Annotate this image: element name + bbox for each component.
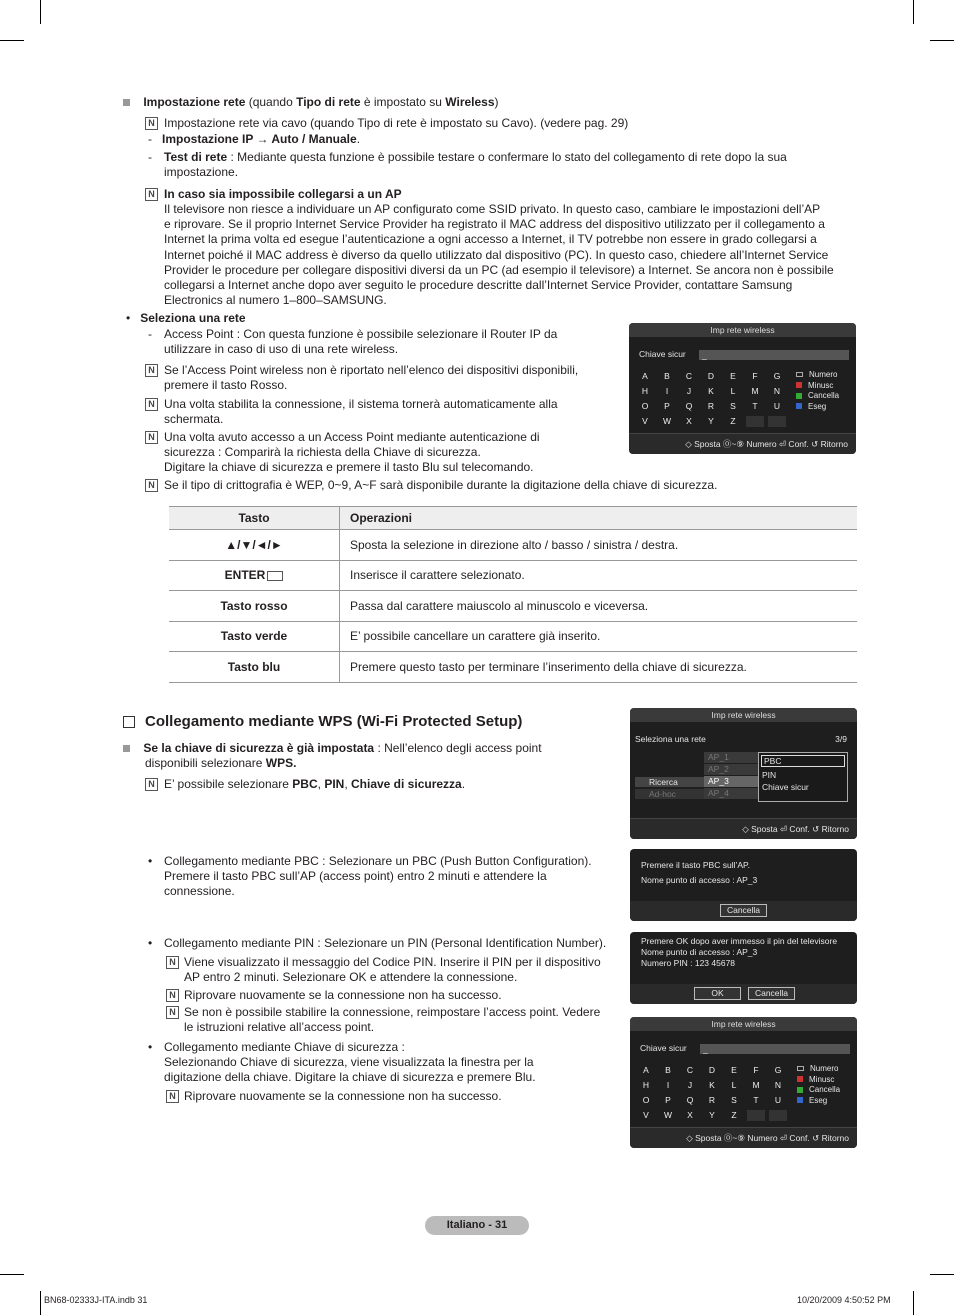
- crop-mark: [40, 0, 41, 24]
- key-empty[interactable]: [746, 416, 764, 427]
- bullet-marker: •: [148, 854, 153, 868]
- key[interactable]: R: [708, 1095, 716, 1105]
- key[interactable]: B: [665, 1065, 671, 1075]
- key[interactable]: U: [773, 401, 781, 411]
- osd-title: Imp rete wireless: [630, 1017, 857, 1031]
- key[interactable]: K: [709, 1080, 715, 1090]
- key[interactable]: Q: [685, 401, 693, 411]
- ap-item[interactable]: AP_1: [704, 752, 763, 763]
- table-row: Tasto blu Premere questo tasto per terminare l’inserimento della chiave di sicurezza.: [169, 652, 857, 683]
- bullet-item: • Seleziona una rete: [126, 311, 246, 325]
- key[interactable]: T: [752, 401, 758, 411]
- note-title: In caso sia impossibile collegarsi a un AP: [164, 187, 402, 201]
- osd-page: 3/9: [835, 734, 847, 744]
- note-icon: N: [166, 989, 179, 1002]
- osd-key-grid: [635, 369, 787, 429]
- search-button[interactable]: Ricerca: [635, 777, 704, 787]
- file-name: BN68-02333J-ITA.indb 31: [44, 1295, 148, 1305]
- osd-key-grid: [636, 1063, 788, 1123]
- key-table: [169, 506, 857, 683]
- key[interactable]: O: [642, 1095, 650, 1105]
- note-text: Una volta avuto accesso a un Access Point mediante autenticazione di sicurezza : Comparirà la richiesta della Chiave di sicurezza. Digitare la chiave di sicurezza e premere il tasto Blu sul telecomando.: [164, 430, 540, 475]
- key[interactable]: E: [731, 1065, 737, 1075]
- osd-keyboard-screen: [629, 323, 856, 454]
- osd-field-label: Chiave sicur: [639, 349, 686, 359]
- cancel-button[interactable]: Cancella: [720, 904, 767, 917]
- key[interactable]: Q: [686, 1095, 694, 1105]
- osd-field-label: Chiave sicur: [640, 1043, 687, 1053]
- key[interactable]: D: [707, 371, 715, 381]
- note-text: Riprovare nuovamente se la connessione non ha successo.: [184, 988, 502, 1002]
- key[interactable]: M: [752, 1080, 760, 1090]
- wps-line: disponibili selezionare WPS.: [145, 756, 297, 770]
- dash-item: Access Point : Con questa funzione è possibile selezionare il Router IP da utilizzare in caso di uso di una rete wireless.: [164, 327, 558, 357]
- key[interactable]: T: [753, 1095, 759, 1105]
- key[interactable]: W: [662, 416, 672, 426]
- note-text: E’ possibile selezionare PBC, PIN, Chiave di sicurezza.: [164, 777, 466, 791]
- note-text: Riprovare nuovamente se la connessione non ha successo.: [184, 1089, 502, 1103]
- osd-title: Imp rete wireless: [630, 708, 857, 722]
- bullet-marker: •: [148, 936, 153, 950]
- osd-text: Premere il tasto PBC sull’AP.: [641, 860, 750, 870]
- key[interactable]: A: [643, 1065, 649, 1075]
- osd-keyboard-screen: [630, 1017, 857, 1148]
- note-icon: N: [145, 398, 158, 411]
- key[interactable]: F: [753, 1065, 759, 1075]
- key[interactable]: E: [730, 371, 736, 381]
- key[interactable]: D: [708, 1065, 716, 1075]
- key[interactable]: L: [730, 386, 736, 396]
- note-text: Se l’Access Point wireless non è riportato nell’elenco dei dispositivi disponibili, premere il tasto Rosso.: [164, 363, 579, 393]
- key[interactable]: G: [774, 1065, 782, 1075]
- ap-item[interactable]: AP_2: [704, 764, 763, 775]
- dash-item: Test di rete : Mediante questa funzione è possibile testare o confermare lo stato del collegamento di rete dopo la sua impostazione.: [164, 150, 787, 180]
- osd-bottom-bar: ◇ Sposta ⓪~⑨ Numero ⏎ Conf. ↺ Ritorno: [630, 1127, 857, 1148]
- section-heading: Impostazione rete (quando Tipo di rete è impostato su Wireless): [123, 95, 499, 110]
- osd-text: Nome punto di accesso : AP_3: [641, 875, 758, 885]
- crop-mark: [40, 1291, 41, 1315]
- key-input[interactable]: _: [700, 1044, 850, 1054]
- wps-line: Se la chiave di sicurezza è già impostata : Nell’elenco degli access point: [123, 741, 542, 756]
- key-empty[interactable]: [769, 1110, 787, 1121]
- key[interactable]: C: [685, 371, 693, 381]
- osd-pbc-dialog: [630, 849, 857, 921]
- key[interactable]: S: [731, 1095, 737, 1105]
- note-text: Viene visualizzato il messaggio del Codice PIN. Inserire il PIN per il dispositivo AP entro 2 minuti. Selezionare OK e attendere la connessione.: [184, 955, 601, 985]
- bullet-marker: •: [148, 1040, 153, 1054]
- note-icon: N: [145, 117, 158, 130]
- cancel-button[interactable]: Cancella: [748, 987, 795, 1000]
- key[interactable]: O: [641, 401, 649, 411]
- print-date: 10/20/2009 4:50:52 PM: [797, 1295, 891, 1305]
- note-text: Se non è possibile stabilire la connessione, reimpostare l’access point. Vedere le istruzioni relative all’access point.: [184, 1005, 601, 1035]
- key[interactable]: Z: [731, 1110, 737, 1120]
- table-row: ▲/▼/◄/► Sposta la selezione in direzione alto / basso / sinistra / destra.: [169, 530, 857, 561]
- note-icon: N: [166, 1090, 179, 1103]
- checkbox-icon: [123, 716, 135, 728]
- pin-text: Collegamento mediante PIN : Selezionare un PIN (Personal Identification Number).: [164, 936, 607, 950]
- table-row: ENTER Inserisce il carattere selezionato.: [169, 560, 857, 591]
- note-icon: N: [145, 188, 158, 201]
- note-text: Impostazione rete via cavo (quando Tipo di rete è impostato su Cavo). (vedere pag. 29): [164, 116, 629, 130]
- dash-marker: -: [148, 150, 152, 164]
- dash-marker: -: [148, 327, 152, 341]
- crop-mark: [913, 1291, 914, 1315]
- key[interactable]: S: [730, 401, 736, 411]
- ap-item-selected[interactable]: AP_3: [704, 776, 763, 787]
- osd-text: Nome punto di accesso : AP_3: [641, 947, 758, 957]
- key[interactable]: F: [752, 371, 758, 381]
- key[interactable]: N: [774, 1080, 782, 1090]
- note-icon: N: [166, 956, 179, 969]
- pbc-text: Collegamento mediante PBC : Selezionare un PBC (Push Button Configuration). Premere il tasto PBC sull’AP (access point) entro 2 minuti e attendere la connessione.: [164, 854, 592, 899]
- menu-item-key[interactable]: Chiave sicur: [762, 782, 809, 792]
- dash-item: - Impostazione IP → Auto / Manuale.: [148, 132, 361, 146]
- osd-bottom-bar: ◇ Sposta ⏎ Conf. ↺ Ritorno: [630, 818, 857, 839]
- osd-label: Seleziona una rete: [635, 734, 706, 744]
- menu-item-pbc[interactable]: PBC: [761, 755, 845, 767]
- note-icon: N: [145, 479, 158, 492]
- key[interactable]: W: [663, 1110, 673, 1120]
- key[interactable]: L: [731, 1080, 737, 1090]
- key[interactable]: P: [664, 401, 670, 411]
- key[interactable]: H: [642, 1080, 650, 1090]
- note-text: Se il tipo di crittografia è WEP, 0~9, A~F sarà disponibile durante la digitazione della chiave di sicurezza.: [164, 478, 718, 492]
- osd-text: Premere OK dopo aver immesso il pin del televisore: [641, 936, 838, 946]
- key[interactable]: H: [641, 386, 649, 396]
- table-header: Tasto: [169, 507, 340, 530]
- key[interactable]: I: [665, 386, 669, 396]
- wps-menu: [758, 752, 848, 802]
- note-icon: N: [166, 1006, 179, 1019]
- key[interactable]: K: [708, 386, 714, 396]
- ap-item[interactable]: AP_4: [704, 788, 763, 799]
- square-bullet-icon: [123, 99, 130, 106]
- note-icon: N: [145, 364, 158, 377]
- wps-title: Collegamento mediante WPS (Wi-Fi Protected Setup): [145, 713, 523, 730]
- key[interactable]: J: [686, 386, 692, 396]
- key[interactable]: A: [642, 371, 648, 381]
- osd-bottom-bar: [630, 984, 857, 1004]
- key[interactable]: B: [664, 371, 670, 381]
- note-text: Una volta stabilita la connessione, il sistema tornerà automaticamente alla schermata.: [164, 397, 558, 427]
- key[interactable]: Y: [709, 1110, 715, 1120]
- key-empty[interactable]: [768, 416, 786, 427]
- note-paragraph: Il televisore non riesce a individuare un AP configurato come SSID privato. In questo caso, cambiare le impostazioni dell’AP e riprovare. Se il proprio Internet Service Provider ha registrato il MAC address del dispositivo utilizzato per il collegamento a Internet la prima volta ed esegue l’autenticazione a ogni accesso a Internet, il TV potrebbe non essere in grado collegarsi a Internet poiché il MAC address è diverso da quello utilizzato dal dispositivo (PC). In questo caso, chiedere all’Internet Service Provider le procedure per collegare dispositivi diversi da un PC (ad esempio il televisore) a Internet. Se ancora non è possibile collegarsi a Internet anche dopo aver seguito le procedure descritte dall’Internet Service Provider, contattare Samsung Electronics al numero 1–800–SAMSUNG.: [164, 202, 834, 308]
- crop-mark: [930, 40, 954, 41]
- table-row: Tasto verde E’ possibile cancellare un carattere già inserito.: [169, 621, 857, 652]
- osd-title: Imp rete wireless: [629, 323, 856, 337]
- note-icon: N: [145, 778, 158, 791]
- key[interactable]: I: [666, 1080, 670, 1090]
- page-number: Italiano - 31: [425, 1216, 529, 1235]
- key[interactable]: G: [773, 371, 781, 381]
- crop-mark: [930, 1274, 954, 1275]
- osd-network-select: [630, 708, 857, 839]
- key[interactable]: R: [707, 401, 715, 411]
- key[interactable]: U: [774, 1095, 782, 1105]
- key[interactable]: M: [751, 386, 759, 396]
- key[interactable]: X: [687, 1110, 693, 1120]
- key[interactable]: Z: [730, 416, 736, 426]
- key[interactable]: V: [643, 1110, 649, 1120]
- key[interactable]: X: [686, 416, 692, 426]
- note-icon: N: [145, 431, 158, 444]
- key-text: Collegamento mediante Chiave di sicurezza : Selezionando Chiave di sicurezza, viene visualizzata la finestra per la digitazione della chiave. Digitare la chiave di sicurezza e premere Blu.: [164, 1040, 536, 1085]
- menu-item-pin[interactable]: PIN: [762, 770, 777, 780]
- table-header: Operazioni: [340, 507, 858, 530]
- key[interactable]: C: [686, 1065, 694, 1075]
- osd-legend: Numero Minusc Cancella Eseg: [796, 370, 839, 412]
- osd-text: Numero PIN : 123 45678: [641, 958, 736, 968]
- crop-mark: [0, 40, 24, 41]
- osd-pin-dialog: [630, 932, 857, 1004]
- osd-bottom-bar: ◇ Sposta ⓪~⑨ Numero ⏎ Conf. ↺ Ritorno: [629, 433, 856, 454]
- ok-button[interactable]: OK: [694, 987, 741, 1000]
- crop-mark: [0, 1274, 24, 1275]
- key-input[interactable]: _: [699, 350, 849, 360]
- osd-legend: Numero Minusc Cancella Eseg: [797, 1064, 840, 1106]
- adhoc-button[interactable]: Ad-hoc: [635, 789, 704, 799]
- table-row: Tasto rosso Passa dal carattere maiuscolo al minuscolo e viceversa.: [169, 591, 857, 622]
- key-empty[interactable]: [747, 1110, 765, 1121]
- enter-icon: [267, 571, 283, 581]
- key[interactable]: P: [665, 1095, 671, 1105]
- key[interactable]: J: [687, 1080, 693, 1090]
- key[interactable]: Y: [708, 416, 714, 426]
- key[interactable]: N: [773, 386, 781, 396]
- crop-mark: [913, 0, 914, 24]
- key[interactable]: V: [642, 416, 648, 426]
